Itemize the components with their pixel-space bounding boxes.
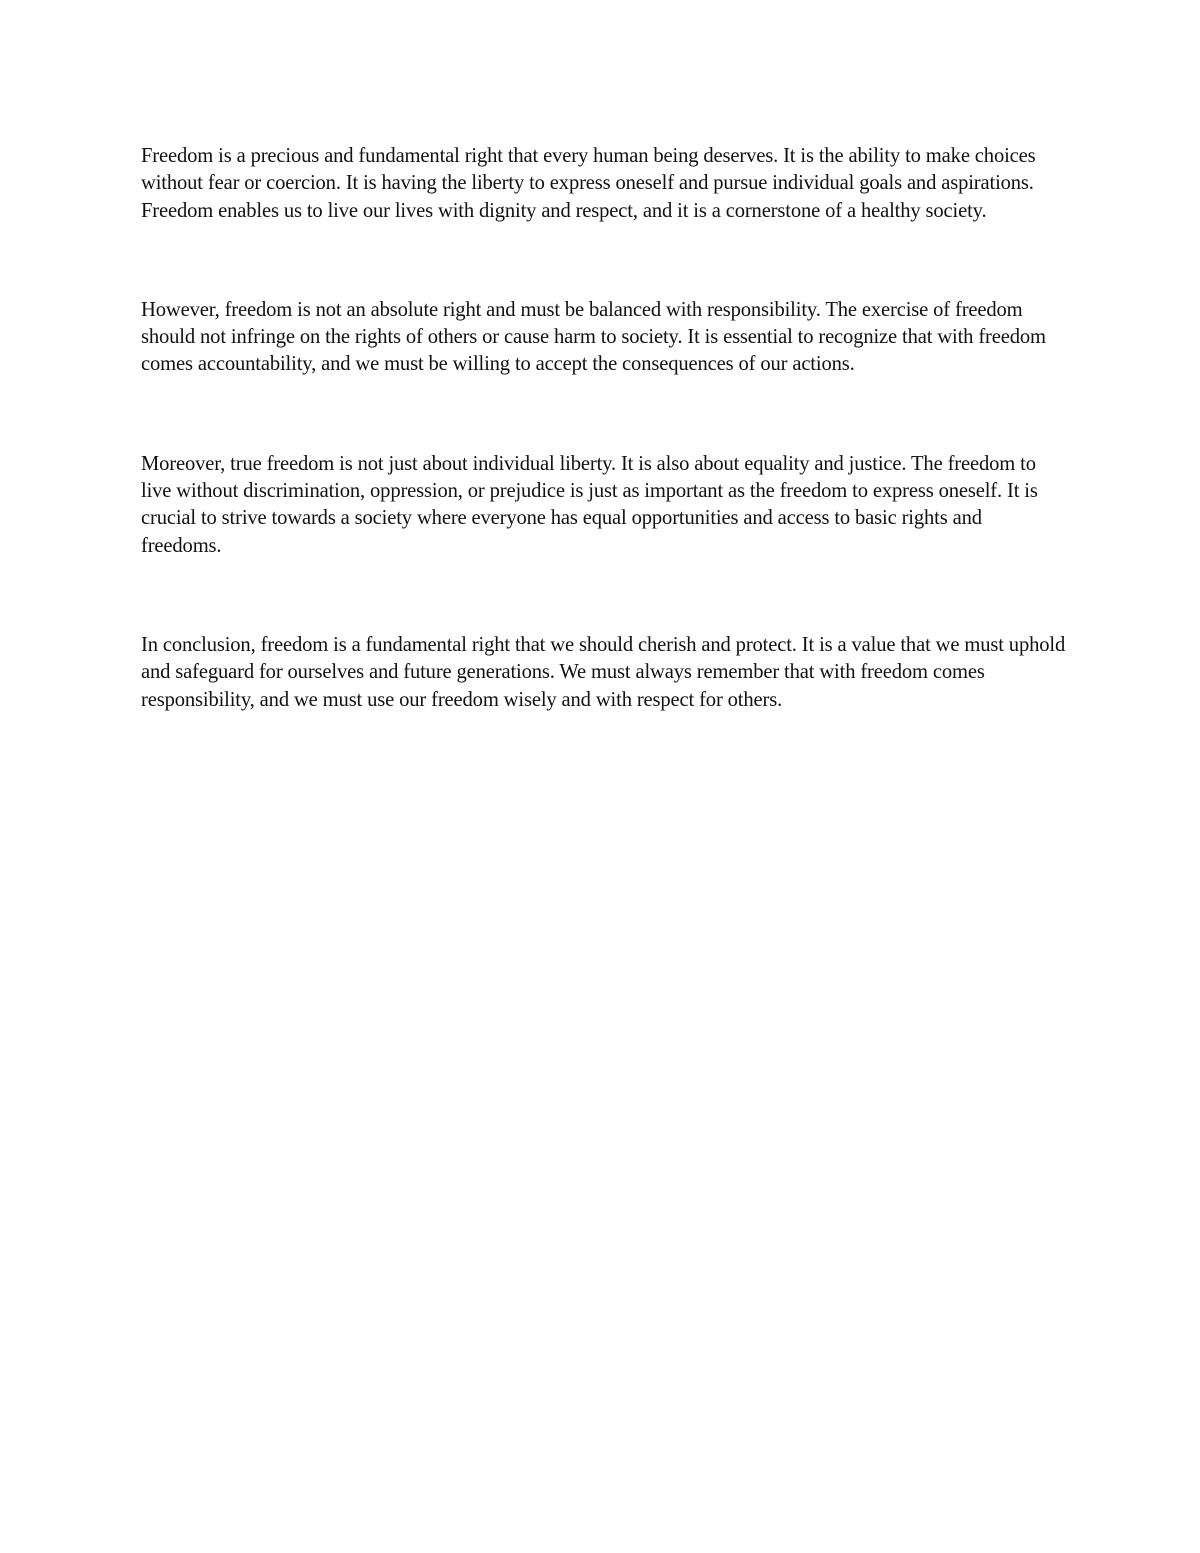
paragraph-1: Freedom is a precious and fundamental right that every human being deserves. It is the ability to make choices without fear or coercion. It is having the liberty to express oneself and pursue individual goals and aspirations. Freedom enables us to live our lives with dignity and respect, and it is a cornerstone of a healthy society.	[141, 145, 1036, 222]
paragraph-4: In conclusion, freedom is a fundamental right that we should cherish and protect. It is a value that we must uphold and safeguard for ourselves and future generations. We must always remember that with freedom comes responsibility, and we must use our freedom wisely and with respect for others.	[141, 633, 1066, 711]
paragraph-2: However, freedom is not an absolute right and must be balanced with responsibility. The exercise of freedom should not infringe on the rights of others or cause harm to society. It is essential to recognize that with freedom comes accountability, and we must be willing to accept the consequences of our actions.	[141, 298, 1046, 376]
document-body	[141, 143, 1066, 714]
paragraph-3: Moreover, true freedom is not just about individual liberty. It is also about equality and justice. The freedom to live without discrimination, oppression, or prejudice is just as important as the freedom to express oneself. It is crucial to strive towards a society where everyone has equal opportunities and access to basic rights and freedoms.	[141, 452, 1038, 557]
